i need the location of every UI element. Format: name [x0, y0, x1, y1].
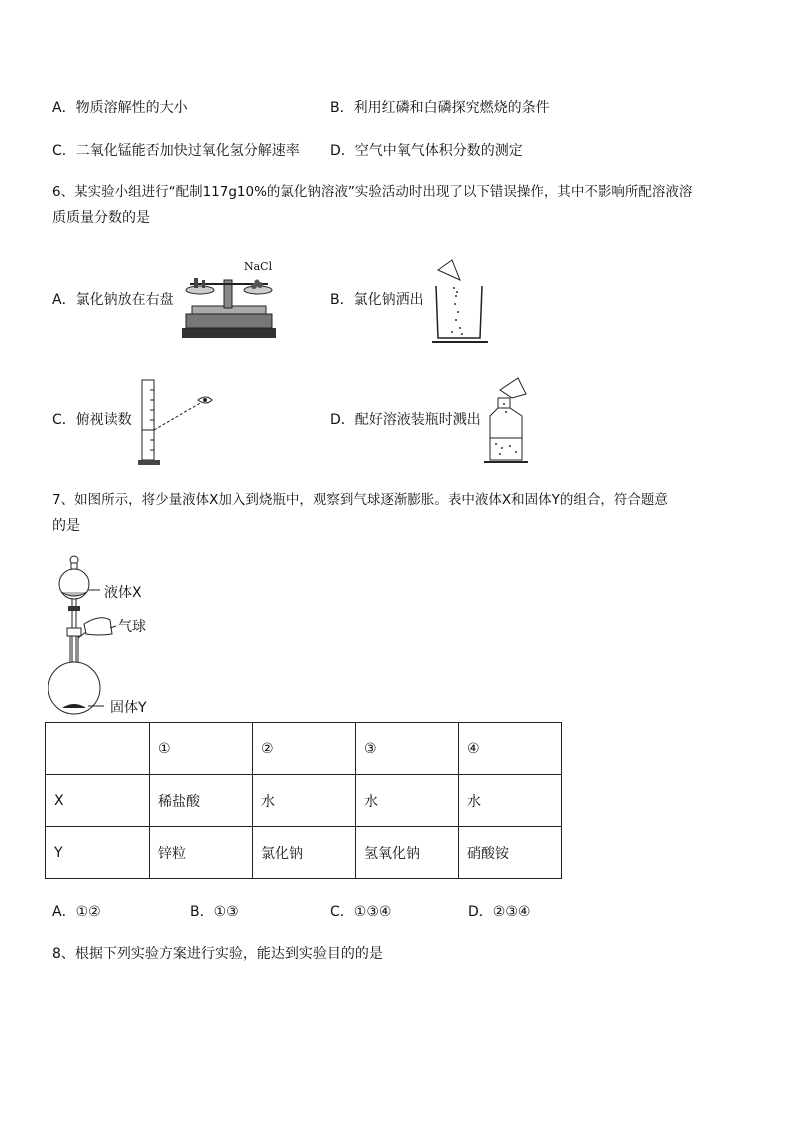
table-row-x — [46, 775, 562, 827]
q5-option-d: D．空气中氧气体积分数的测定 — [330, 143, 523, 159]
beaker-pour-figure — [430, 258, 490, 344]
label-balloon: 气球 — [118, 619, 146, 635]
flask-apparatus-figure — [48, 554, 168, 720]
table-cell: 水 — [459, 775, 562, 827]
table-cell: 水 — [253, 775, 356, 827]
table-row-header — [46, 723, 562, 775]
q7-option-c: C．①③④ — [330, 904, 392, 920]
table-row-y — [46, 827, 562, 879]
table-cell: X — [46, 775, 150, 827]
table-cell: Y — [46, 827, 150, 879]
q6-option-c: C．俯视读数 — [52, 412, 132, 428]
q7-stem-line1: 7、如图所示，将少量液体X加入到烧瓶中，观察到气球逐渐膨胀。表中液体X和固体Y的组合，符合题意 — [52, 492, 668, 508]
table-cell: 氢氧化钠 — [356, 827, 459, 879]
balance-figure — [178, 258, 280, 344]
table-cell: ④ — [459, 723, 562, 775]
table-cell — [46, 723, 150, 775]
q6-option-b: B．氯化钠洒出 — [330, 292, 424, 308]
table-cell: 锌粒 — [150, 827, 253, 879]
table-cell: 稀盐酸 — [150, 775, 253, 827]
q7-stem-line2: 的是 — [52, 518, 80, 534]
table-cell: 硝酸铵 — [459, 827, 562, 879]
table-cell: 水 — [356, 775, 459, 827]
q6-option-a: A．氯化钠放在右盘 — [52, 292, 174, 308]
q7-option-a: A．①② — [52, 904, 101, 920]
label-solid-y: 固体Y — [110, 700, 147, 716]
q7-table — [45, 722, 562, 879]
bottle-figure — [482, 376, 544, 466]
q6-stem-line2: 质质量分数的是 — [52, 210, 150, 226]
table-cell: 氯化钠 — [253, 827, 356, 879]
q8-stem: 8、根据下列实验方案进行实验，能达到实验目的的是 — [52, 946, 383, 962]
nacl-label: NaCl — [244, 260, 273, 273]
q5-option-b: B．利用红磷和白磷探究燃烧的条件 — [330, 100, 550, 116]
label-liquid-x: 液体X — [104, 585, 142, 601]
table-cell: ③ — [356, 723, 459, 775]
graduated-cylinder-figure — [136, 376, 216, 468]
balloon-shape — [84, 618, 112, 635]
q6-stem-line1: 6、某实验小组进行“配制117g10%的氯化钠溶液”实验活动时出现了以下错误操作，其中不影响所配溶液溶 — [52, 184, 693, 200]
q7-option-b: B．①③ — [190, 904, 239, 920]
table-cell: ① — [150, 723, 253, 775]
q7-option-d: D．②③④ — [468, 904, 531, 920]
q5-option-c: C．二氧化锰能否加快过氧化氢分解速率 — [52, 143, 300, 159]
q6-option-d: D．配好溶液装瓶时溅出 — [330, 412, 481, 428]
table-cell: ② — [253, 723, 356, 775]
q5-option-a: A．物质溶解性的大小 — [52, 100, 188, 116]
